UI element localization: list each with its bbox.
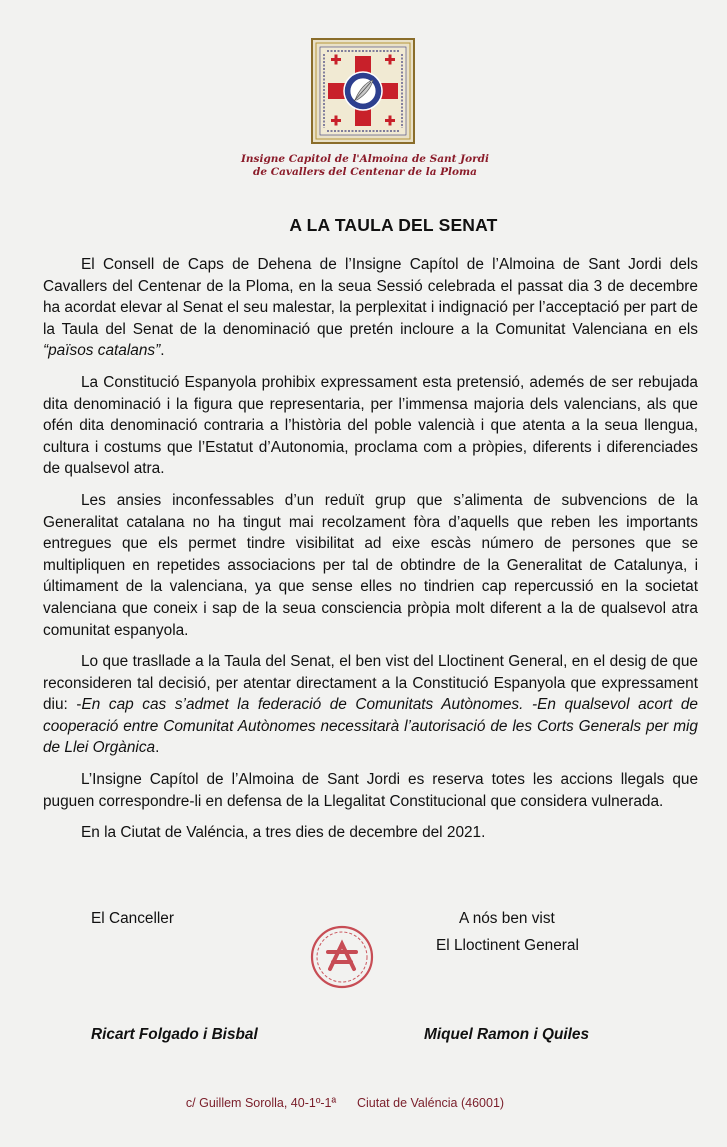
footer-city: Ciutat de Valéncia (46001): [356, 1096, 505, 1110]
cross-and-quill-emblem-icon: [311, 38, 415, 144]
paragraph-4-quote: En cap cas s’admet la federació de Comunitats Autònomes. -En qualsevol acort de cooperació entre Comunitat Autònomes necessitarà l’autorisació de les Corts Generals per mig de Llei Orgànica: [43, 696, 698, 757]
organization-name-line-1: Insigne Capitol de l'Almoina de Sant Jordi: [241, 153, 489, 165]
organization-name: [220, 153, 510, 179]
canceller-name: Ricart Folgado i Bisbal: [91, 1026, 258, 1043]
paragraph-1-end: .: [160, 342, 165, 360]
lieutenant-general-role: El Lloctinent General: [436, 937, 579, 954]
paragraph-1-text: El Consell de Caps de Dehena de l’Insigne Capítol de l’Almoina de Sant Jordi dels Cavallers del Centenar de la Ploma, en la seua Sessió celebrada el passat dia 3 de decembre ha acordat elevar al Senat el seu malestar, la perplexitat i indignació per l’acceptació per part de la Taula del Senat de la denominació que pretén incloure a la Comunitat Valenciana en els: [43, 256, 698, 338]
paragraph-4: [43, 651, 698, 759]
seal-stamp-icon: [309, 924, 375, 990]
footer-address: [0, 1096, 690, 1110]
paragraph-4-end: .: [155, 739, 160, 757]
date-line: En la Ciutat de Valéncia, a tres dies de decembre del 2021.: [81, 824, 486, 842]
paragraph-4-text: Lo que trasllade a la Taula del Senat, el ben vist del Lloctinent General, en el desig de que reconsideren tal decisió, per atentar directament a la Constitució Espanyola que expressament diu: -: [43, 653, 698, 714]
document-title: A LA TAULA DEL SENAT: [289, 215, 498, 235]
paragraph-2: La Constitució Espanyola prohibix expressament esta pretensió, ademés de ser rebujada dita denominació i la figura que representaria, per l’immensa majoria dels valencians, als que ofén dita denominació contraria a l’història del poble valencià i que atenta a la seua llengua, cultura i costums que l’Estatut d’Autonomia, proclama com a pròpies, diferents i diferenciades de qualsevol atra.: [43, 373, 698, 478]
paragraph-1-emphasis: “països catalans”: [43, 342, 161, 360]
approval-line: A nós ben vist: [459, 910, 555, 927]
footer-street: c/ Guillem Sorolla, 40-1º-1ª: [185, 1096, 337, 1110]
canceller-role: El Canceller: [91, 910, 174, 927]
letter-body: [43, 254, 698, 854]
paragraph-1: [43, 254, 698, 362]
lieutenant-general-name: Miquel Ramon i Quiles: [424, 1026, 590, 1043]
paragraph-3: Les ansies inconfessables d’un reduït grup que s’alimenta de subvencions de la Generalitat catalana no ha tingut mai recolzament fòra d’aquells que reben les importants entregues que els permet tindre visibilitat ad eixe escàs número de persones que se multipliquen en repetides associacions per tal de obtindre de la Generalitat de Catalunya, i últimament de la valenciana, ya que sense elles no tindrien cap repercussió en la societat valenciana que coneix i sap de la seua consciencia pròpia molt diferent a la de qualsevol atra comunitat espanyola.: [43, 491, 698, 639]
organization-name-line-2: de Cavallers del Centenar de la Ploma: [253, 166, 477, 178]
paragraph-5: L’Insigne Capítol de l’Almoina de Sant Jordi es reserva totes les accions llegals que puguen correspondre-li en defensa de la Llegalitat Constitucional que considera vulnerada.: [43, 771, 698, 810]
